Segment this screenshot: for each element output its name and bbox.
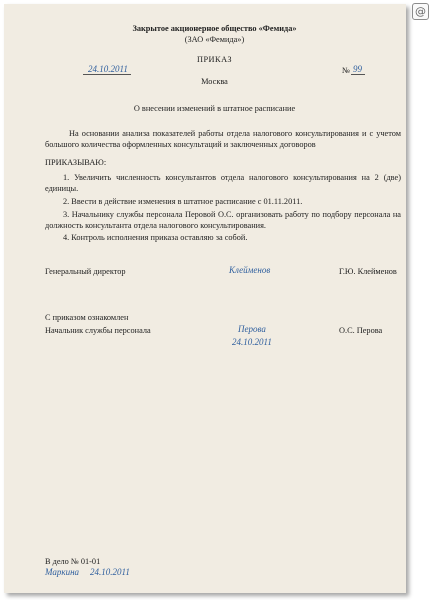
acquainted-signature: Перова — [238, 324, 266, 334]
order-date: 24.10.2011 — [88, 64, 128, 74]
order-item-3: 3. Начальнику службы персонала Перовой О.С. организовать работу по подбору персонала на должность консультанта отдела налогового консультирования. — [45, 210, 401, 230]
number-underline — [351, 74, 365, 75]
order-subject: О внесении изменений в штатное расписание — [133, 104, 296, 113]
order-word: ПРИКАЗЫВАЮ: — [45, 158, 107, 167]
filing-date: 24.10.2011 — [90, 567, 130, 577]
order-item-1: 1. Увеличить численность консультантов отдела налогового консультирования на 2 (две) единицы. — [45, 173, 401, 193]
date-underline — [83, 74, 131, 75]
acquainted-signature-date: 24.10.2011 — [232, 337, 272, 347]
number-prefix: № — [342, 66, 350, 75]
city: Москва — [201, 77, 228, 86]
order-item-4: 4. Контроль исполнения приказа оставляю за собой. — [63, 233, 248, 242]
order-item-2: 2. Ввести в действие изменения в штатное расписание с 01.11.2011. — [63, 197, 303, 206]
acquainted-label: С приказом ознакомлен — [45, 313, 129, 322]
acquainted-name: О.С. Перова — [339, 326, 383, 335]
acquainted-position: Начальник службы персонала — [45, 326, 151, 335]
org-short-name: (ЗАО «Фемида») — [184, 35, 245, 44]
filing-label: В дело № 01-01 — [45, 557, 101, 566]
document-page — [4, 4, 406, 593]
org-name: Закрытое акционерное общество «Фемида» — [132, 24, 297, 33]
filing-signature: Маркина — [45, 567, 80, 577]
document-type: ПРИКАЗ — [196, 55, 233, 64]
director-position: Генеральный директор — [45, 267, 126, 276]
director-signature: Клейменов — [229, 265, 271, 275]
order-number: 99 — [353, 64, 362, 74]
preamble: На основании анализа показателей работы отдела налогового консультирования и с учетом большого количества оформленных консультаций и заключенных договоров — [45, 129, 401, 149]
at-sign-icon[interactable]: @ — [412, 3, 429, 20]
director-name: Г.Ю. Клейменов — [339, 267, 397, 276]
